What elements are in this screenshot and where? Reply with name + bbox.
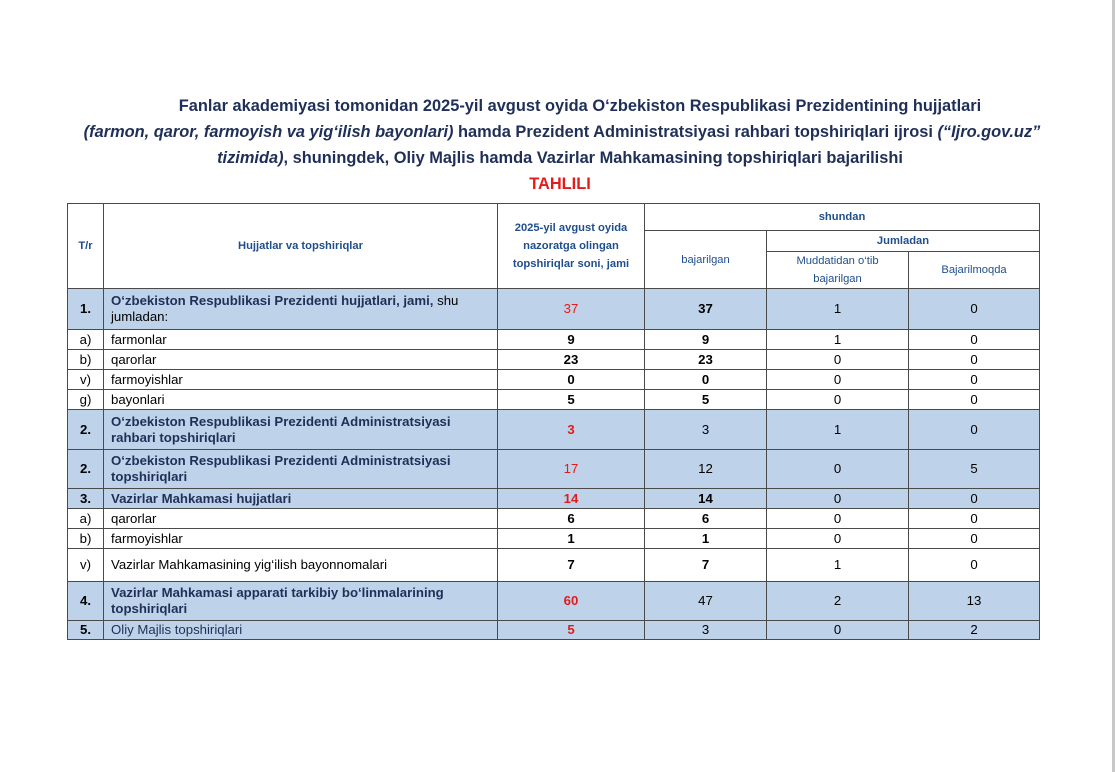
title-line-2 (60, 119, 1060, 145)
row-total: 14 (498, 489, 645, 509)
row-progress: 0 (909, 350, 1040, 370)
row-total: 3 (498, 410, 645, 450)
row-progress: 2 (909, 621, 1040, 640)
row-number: 4. (68, 582, 104, 621)
row-total: 23 (498, 350, 645, 370)
row-late: 0 (767, 621, 909, 640)
row-total: 7 (498, 549, 645, 582)
row-done: 3 (645, 621, 767, 640)
row-progress: 0 (909, 509, 1040, 529)
row-done: 12 (645, 450, 767, 489)
row-late: 0 (767, 350, 909, 370)
row-name: bayonlari (104, 390, 498, 410)
table-row (68, 549, 1040, 582)
table-row (68, 289, 1040, 330)
row-done: 14 (645, 489, 767, 509)
row-name: farmoyishlar (104, 529, 498, 549)
row-name (104, 289, 498, 330)
row-done: 37 (645, 289, 767, 330)
table-row (68, 330, 1040, 350)
row-number: b) (68, 350, 104, 370)
row-progress: 13 (909, 582, 1040, 621)
row-total: 9 (498, 330, 645, 350)
table-row (68, 410, 1040, 450)
row-done: 9 (645, 330, 767, 350)
row-number: v) (68, 370, 104, 390)
header-tr: T/r (68, 204, 104, 289)
row-late: 1 (767, 549, 909, 582)
title-line-3-text: , shuningdek, Oliy Majlis hamda Vazirlar Mahkamasining topshiriqlari bajarilishi (283, 149, 903, 167)
row-name: farmoyishlar (104, 370, 498, 390)
row-done: 6 (645, 509, 767, 529)
row-name: Vazirlar Mahkamasi hujjatlari (104, 489, 498, 509)
row-name: qarorlar (104, 509, 498, 529)
row-total: 6 (498, 509, 645, 529)
row-total: 60 (498, 582, 645, 621)
row-late: 0 (767, 489, 909, 509)
table-row (68, 509, 1040, 529)
row-progress: 5 (909, 450, 1040, 489)
row-name-main: O‘zbekiston Respublikasi Prezidenti hujjatlari, jami, (111, 293, 434, 308)
row-number: a) (68, 330, 104, 350)
row-progress: 0 (909, 529, 1040, 549)
row-progress: 0 (909, 390, 1040, 410)
row-done: 5 (645, 390, 767, 410)
row-late: 0 (767, 509, 909, 529)
header-control: 2025-yil avgust oyida nazoratga olingan topshiriqlar soni, jami (498, 204, 645, 289)
header-jumladan: Jumladan (767, 231, 1040, 252)
row-total: 1 (498, 529, 645, 549)
row-name: Oliy Majlis topshiriqlari (104, 621, 498, 640)
title-italic-3: tizimida) (217, 149, 284, 167)
title-italic-2: (“Ijro.gov.uz” (937, 123, 1041, 141)
title-line-1: Fanlar akademiyasi tomonidan 2025-yil avgust oyida O‘zbekiston Respublikasi Prezidentining hujjatlari (178, 97, 982, 115)
row-done: 1 (645, 529, 767, 549)
table-row (68, 529, 1040, 549)
row-progress: 0 (909, 410, 1040, 450)
document-title (60, 93, 1060, 197)
row-number: g) (68, 390, 104, 410)
row-done: 7 (645, 549, 767, 582)
title-line-3 (60, 145, 1060, 171)
table-row (68, 489, 1040, 509)
row-done: 0 (645, 370, 767, 390)
row-late: 1 (767, 410, 909, 450)
row-done: 47 (645, 582, 767, 621)
row-name: O‘zbekiston Respublikasi Prezidenti Administratsiyasi rahbari topshiriqlari (104, 410, 498, 450)
row-late: 1 (767, 289, 909, 330)
header-bajarilmoqda: Bajarilmoqda (909, 252, 1040, 289)
row-late: 2 (767, 582, 909, 621)
table-row (68, 582, 1040, 621)
title-tahlili: TAHLILI (529, 175, 591, 193)
table-row (68, 350, 1040, 370)
row-total: 0 (498, 370, 645, 390)
row-number: 2. (68, 410, 104, 450)
row-name: Vazirlar Mahkamasining yig‘ilish bayonnomalari (104, 549, 498, 582)
header-bajarilgan: bajarilgan (645, 231, 767, 289)
title-italic-1: (farmon, qaror, farmoyish va yig‘ilish bayonlari) (83, 123, 454, 141)
row-late: 0 (767, 529, 909, 549)
row-number: 3. (68, 489, 104, 509)
row-total: 17 (498, 450, 645, 489)
row-total: 5 (498, 390, 645, 410)
table-row (68, 450, 1040, 489)
row-done: 3 (645, 410, 767, 450)
row-number: v) (68, 549, 104, 582)
row-number: 5. (68, 621, 104, 640)
row-progress: 0 (909, 370, 1040, 390)
row-number: 1. (68, 289, 104, 330)
row-name: qarorlar (104, 350, 498, 370)
row-total: 5 (498, 621, 645, 640)
row-progress: 0 (909, 330, 1040, 350)
row-late: 0 (767, 370, 909, 390)
row-late: 1 (767, 330, 909, 350)
table-row (68, 621, 1040, 640)
row-name: Vazirlar Mahkamasi apparati tarkibiy bo‘linmalarining topshiriqlari (104, 582, 498, 621)
row-number: b) (68, 529, 104, 549)
row-number: 2. (68, 450, 104, 489)
title-line-2-text: hamda Prezident Administratsiyasi rahbari topshiriqlari ijrosi (453, 123, 938, 141)
header-shundan: shundan (645, 204, 1040, 231)
header-docs: Hujjatlar va topshiriqlar (104, 204, 498, 289)
table-row (68, 370, 1040, 390)
row-late: 0 (767, 450, 909, 489)
analysis-table (67, 203, 1040, 640)
row-number: a) (68, 509, 104, 529)
row-progress: 0 (909, 489, 1040, 509)
row-progress: 0 (909, 289, 1040, 330)
row-name: farmonlar (104, 330, 498, 350)
row-progress: 0 (909, 549, 1040, 582)
row-name: O‘zbekiston Respublikasi Prezidenti Administratsiyasi topshiriqlari (104, 450, 498, 489)
header-muddatidan: Muddatidan o‘tib bajarilgan (767, 252, 909, 289)
row-done: 23 (645, 350, 767, 370)
table-row (68, 390, 1040, 410)
row-total: 37 (498, 289, 645, 330)
row-name-tail: shu jumladan: (111, 293, 459, 324)
row-late: 0 (767, 390, 909, 410)
